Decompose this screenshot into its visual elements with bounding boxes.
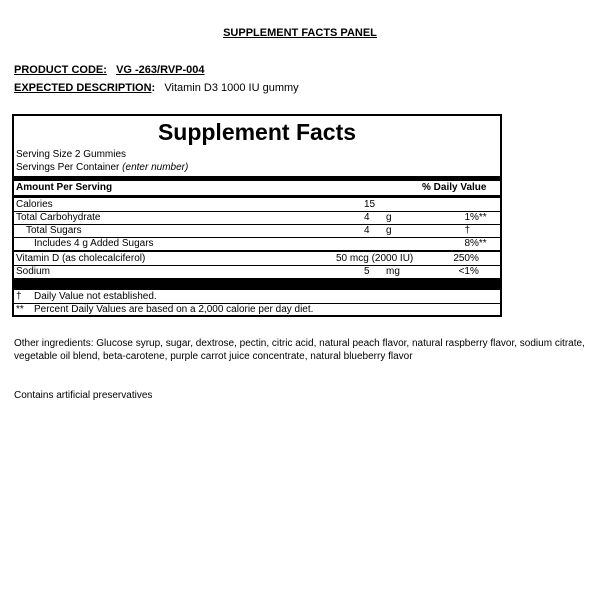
nutrient-name: Total Sugars [26, 225, 82, 236]
supplement-facts-title: Supplement Facts [157, 119, 357, 145]
nutrient-amount: 5 [364, 266, 370, 277]
serving-size: Serving Size 2 Gummies [16, 149, 127, 160]
nutrient-daily-value: 250 [453, 253, 470, 264]
page-title: SUPPLEMENT FACTS PANEL [223, 27, 377, 39]
description-label: EXPECTED DESCRIPTION [14, 82, 152, 94]
nutrient-row [14, 252, 500, 265]
description-value: Vitamin D3 1000 IU gummy [164, 82, 299, 94]
nutrient-unit: mg [386, 266, 400, 277]
description-colon: : [151, 82, 156, 94]
description-line [14, 82, 299, 94]
footnote-text: Percent Daily Values are based on a 2,000 calorie per day diet. [34, 304, 314, 315]
footnote-text: Daily Value not established. [34, 291, 157, 302]
nutrient-daily-value-suffix: %** [470, 212, 487, 223]
nutrient-amount: 15 [364, 199, 376, 210]
nutrient-name: Vitamin D (as cholecalciferol) [16, 253, 146, 264]
nutrient-daily-value-suffix: % [470, 253, 479, 264]
supplement-facts-panel [12, 114, 502, 317]
thick-divider-bottom [14, 279, 500, 290]
footnote-symbol: ** [16, 304, 24, 315]
nutrient-daily-value: <1 [458, 266, 470, 277]
contains-statement: Contains artificial preservatives [14, 390, 153, 401]
nutrient-daily-value: 1 [464, 212, 470, 223]
nutrient-daily-value-suffix: %** [470, 238, 487, 249]
nutrient-name: Sodium [16, 266, 50, 277]
servings-per-container-label: Servings Per Container [16, 162, 123, 173]
footnote [16, 291, 157, 303]
nutrient-name: Total Carbohydrate [16, 212, 101, 223]
nutrient-row [14, 237, 500, 250]
product-code-label: PRODUCT CODE: [14, 64, 107, 76]
nutrient-name: Calories [16, 199, 53, 210]
other-ingredients: Other ingredients: Glucose syrup, sugar, dextrose, pectin, citric acid, natural peach flavor, natural raspberry flavor, sodium citrate, vegetable oil blend, beta-carotene, purple carrot juice concentrate, natural blueberry flavor [14, 338, 585, 362]
servings-per-container [16, 162, 188, 174]
nutrient-amount: 4 [364, 212, 370, 223]
amount-per-serving-header: Amount Per Serving [16, 182, 113, 193]
nutrient-amount: 4 [364, 225, 370, 236]
daily-value-header: % Daily Value [422, 182, 487, 193]
servings-per-container-value: (enter number) [122, 162, 189, 173]
nutrient-amount: 50 mcg (2000 IU) [336, 253, 414, 264]
nutrient-row [14, 224, 500, 237]
nutrient-row [14, 265, 500, 278]
nutrient-daily-value-suffix: % [470, 266, 479, 277]
footnote-symbol: † [16, 291, 22, 302]
nutrient-name: Includes 4 g Added Sugars [34, 238, 154, 249]
nutrient-unit: g [386, 212, 392, 223]
nutrient-daily-value: † [464, 225, 470, 236]
product-code-value: VG -263/RVP-004 [116, 64, 205, 76]
footnote [16, 304, 313, 316]
nutrient-daily-value: 8 [464, 238, 470, 249]
nutrient-unit: g [386, 225, 392, 236]
nutrient-row [14, 198, 500, 211]
product-code-line [14, 64, 205, 76]
nutrient-row [14, 211, 500, 224]
column-header-row [14, 181, 500, 194]
